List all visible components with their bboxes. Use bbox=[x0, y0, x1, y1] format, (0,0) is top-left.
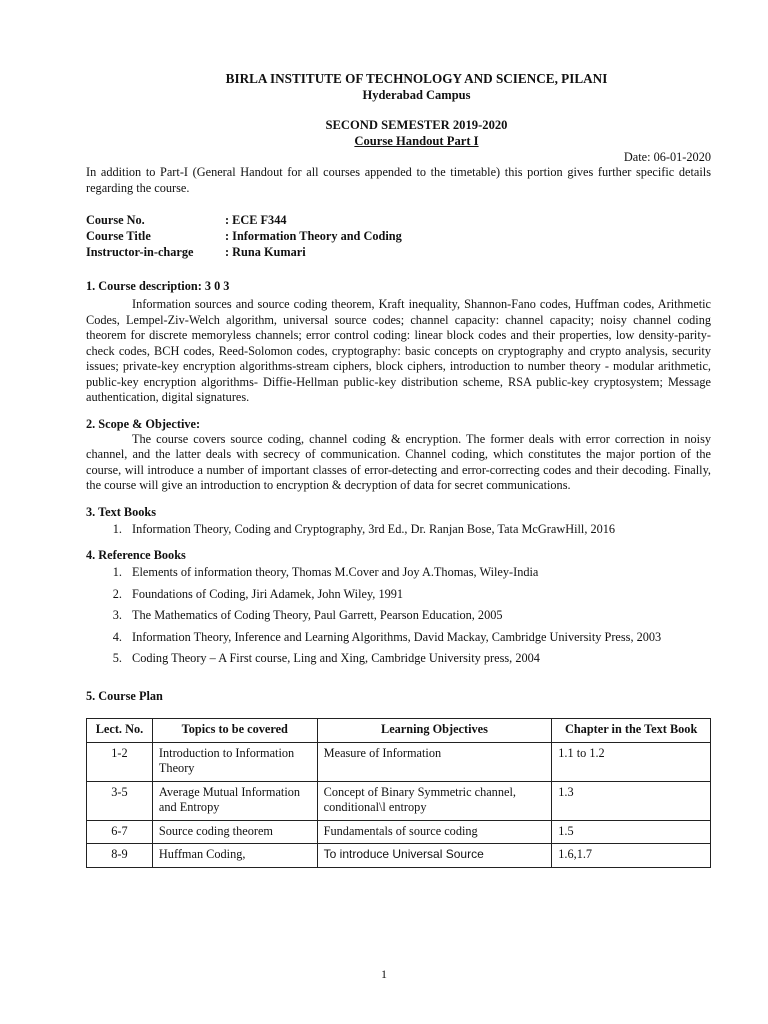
list-item bbox=[86, 651, 711, 667]
list-item bbox=[86, 630, 711, 646]
list-item bbox=[86, 608, 711, 624]
info-key: Course No. bbox=[86, 213, 145, 227]
chapter-cell: 1.3 bbox=[552, 781, 711, 820]
list-text: Information Theory, Inference and Learning Algorithms, David Mackay, Cambridge University Press, 2003 bbox=[132, 629, 662, 644]
page-number: 1 bbox=[381, 967, 387, 981]
reference-books-list bbox=[86, 565, 711, 667]
list-item bbox=[86, 565, 711, 581]
list-item bbox=[86, 587, 711, 603]
description-heading: 1. Course description: 3 0 3 bbox=[86, 279, 230, 293]
table-row bbox=[87, 820, 711, 844]
reference-books-heading: 4. Reference Books bbox=[86, 548, 186, 562]
handout-title: Course Handout Part I bbox=[354, 134, 479, 148]
column-header: Learning Objectives bbox=[317, 719, 552, 743]
column-header: Chapter in the Text Book bbox=[552, 719, 711, 743]
table-row bbox=[87, 844, 711, 868]
table-row bbox=[87, 781, 711, 820]
list-text: Coding Theory – A First course, Ling and Xing, Cambridge University press, 2004 bbox=[132, 651, 540, 665]
course-plan-table bbox=[86, 718, 711, 868]
info-value: : ECE F344 bbox=[225, 213, 287, 227]
list-number: 2. bbox=[112, 586, 122, 601]
info-key: Instructor-in-charge bbox=[86, 245, 194, 259]
table-row bbox=[87, 742, 711, 781]
campus-name: Hyderabad Campus bbox=[362, 88, 471, 102]
lecture-cell: 6-7 bbox=[87, 820, 153, 844]
topic-cell: Source coding theorem bbox=[152, 820, 317, 844]
instructor-row bbox=[86, 244, 711, 260]
topic-cell: Average Mutual Information and Entropy bbox=[152, 781, 317, 820]
scope-text: The course covers source coding, channel coding & encryption. The former deals with error correction in noisy channel, and the latter deals with secrecy of communication. Channel coding, which constitutes the major portion of the course, will introduce a number of important classes of error-detecting and error-correcting codes and their decoding. Finally, the course will give an introduction to encryption & decryption of data for secret communications. bbox=[86, 431, 711, 492]
list-number: 1. bbox=[112, 521, 122, 536]
institute-name: BIRLA INSTITUTE OF TECHNOLOGY AND SCIENCE, PILANI bbox=[225, 71, 608, 86]
list-item bbox=[86, 522, 711, 538]
text-books-list bbox=[86, 522, 711, 538]
objective-cell: Measure of Information bbox=[317, 742, 552, 781]
course-plan-heading: 5. Course Plan bbox=[86, 688, 163, 703]
lecture-cell: 3-5 bbox=[87, 781, 153, 820]
description-text: Information sources and source coding theorem, Kraft inequality, Shannon-Fano codes, Huffman codes, Arithmetic Codes, Lempel-Ziv-Welch algorithm, universal source codes; channel capacity: channel capacity; noisy channel coding theorem for discrete memoryless channels; error control coding: linear block codes and their properties, low density-parity-check codes, BCH codes, Reed-Solomon codes, cryptography: basic concepts on cryptography and crypto analysis, security issues; private-key encryption algorithms-stream ciphers, block ciphers, introduction to number theory - modular arithmetic, public-key encryption algorithms- Diffie-Hellman public-key distribution scheme, RSA public-key cryptosystem; Message authentication, digital signatures. bbox=[86, 297, 711, 404]
lecture-cell: 1-2 bbox=[87, 742, 153, 781]
list-number: 5. bbox=[112, 651, 122, 665]
list-text: Foundations of Coding, Jiri Adamek, John Wiley, 1991 bbox=[132, 586, 404, 601]
topic-cell: Introduction to Information Theory bbox=[152, 742, 317, 781]
list-text: Elements of information theory, Thomas M.Cover and Joy A.Thomas, Wiley-India bbox=[132, 565, 539, 579]
table-header-row bbox=[87, 719, 711, 743]
text-books-heading: 3. Text Books bbox=[86, 504, 157, 519]
course-title-row bbox=[86, 228, 711, 244]
column-header: Lect. No. bbox=[87, 719, 153, 743]
list-number: 3. bbox=[112, 608, 122, 622]
objective-cell: Fundamentals of source coding bbox=[317, 820, 552, 844]
objective-cell: Concept of Binary Symmetric channel, conditional\l entropy bbox=[317, 781, 552, 820]
list-text: The Mathematics of Coding Theory, Paul Garrett, Pearson Education, 2005 bbox=[132, 608, 503, 622]
info-key: Course Title bbox=[86, 229, 151, 243]
topic-cell: Huffman Coding, bbox=[152, 844, 317, 868]
objective-cell: To introduce Universal Source bbox=[317, 844, 552, 868]
column-header: Topics to be covered bbox=[152, 719, 317, 743]
semester-title: SECOND SEMESTER 2019-2020 bbox=[325, 118, 508, 132]
list-number: 1. bbox=[112, 565, 122, 579]
info-value: : Information Theory and Coding bbox=[225, 229, 402, 243]
chapter-cell: 1.5 bbox=[552, 820, 711, 844]
scope-heading: 2. Scope & Objective: bbox=[86, 416, 201, 431]
chapter-cell: 1.6,1.7 bbox=[552, 844, 711, 868]
course-number-row bbox=[86, 212, 711, 228]
list-number: 4. bbox=[112, 629, 122, 644]
list-text: Information Theory, Coding and Cryptography, 3rd Ed., Dr. Ranjan Bose, Tata McGrawHill, 2016 bbox=[132, 521, 616, 536]
info-value: : Runa Kumari bbox=[225, 245, 306, 259]
lecture-cell: 8-9 bbox=[87, 844, 153, 868]
course-info bbox=[86, 212, 711, 260]
intro-paragraph: In addition to Part-I (General Handout for all courses appended to the timetable) this portion gives further specific details regarding the course. bbox=[86, 165, 711, 195]
chapter-cell: 1.1 to 1.2 bbox=[552, 742, 711, 781]
document-date: Date: 06-01-2020 bbox=[623, 150, 711, 164]
